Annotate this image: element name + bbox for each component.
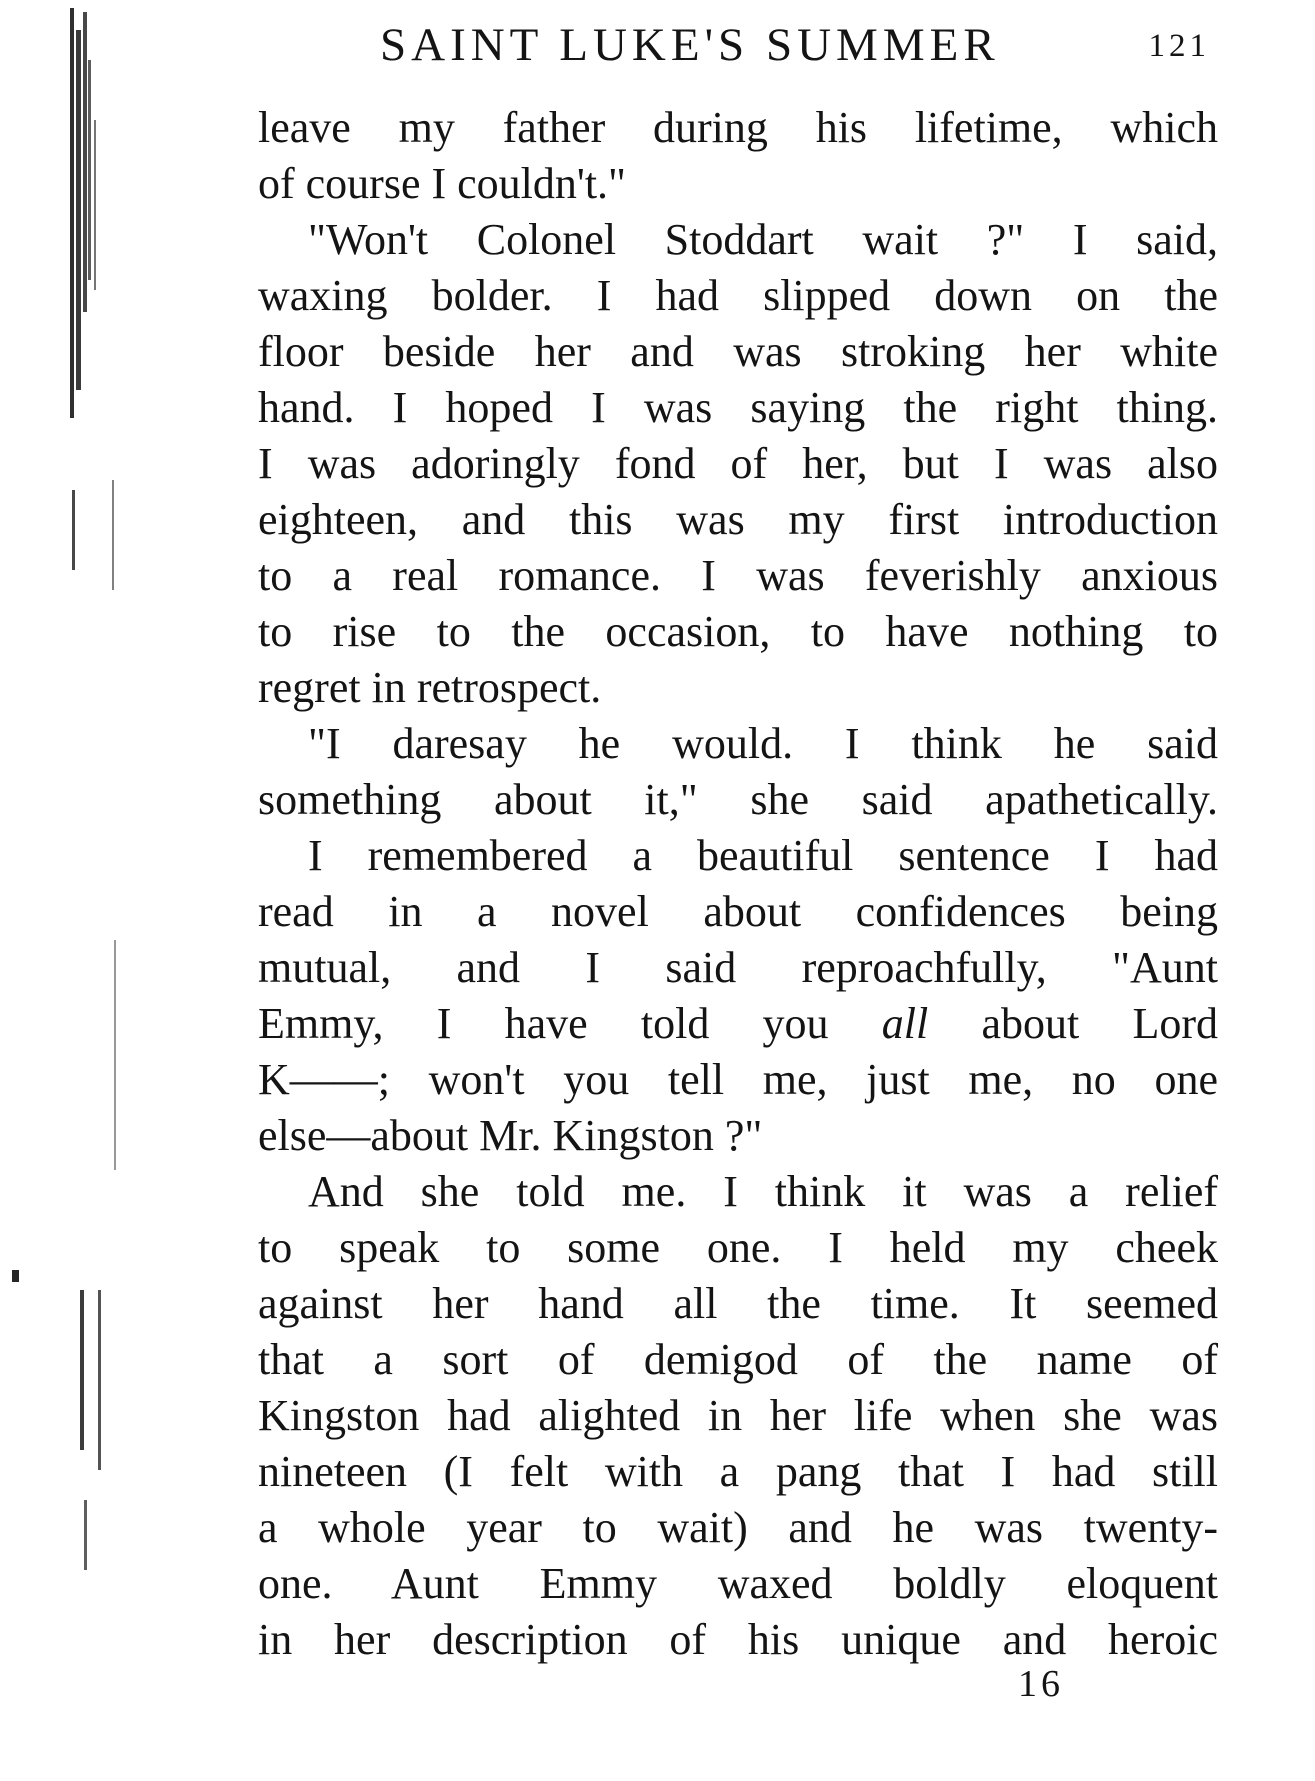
text-line: nineteen (I felt with a pang that I had still — [258, 1447, 1218, 1496]
text-line: a whole year to wait) and he was twenty- — [258, 1503, 1218, 1552]
text-line: in her description of his unique and heroic — [258, 1615, 1218, 1664]
binding-gutter-marks — [0, 0, 140, 1781]
text-line: else—about Mr. Kingston ?" — [258, 1111, 763, 1160]
text-line: read in a novel about confidences being — [258, 887, 1218, 936]
text-line: waxing bolder. I had slipped down on the — [258, 271, 1218, 320]
text-line: against her hand all the time. It seemed — [258, 1279, 1218, 1328]
text-line: I was adoringly fond of her, but I was also — [258, 439, 1218, 488]
signature-mark: 16 — [1018, 1663, 1064, 1705]
italic-word: all — [881, 999, 929, 1048]
text-line-with-italic — [258, 996, 1218, 1052]
page-header — [380, 18, 1210, 78]
text-line: of course I couldn't." — [258, 159, 627, 208]
text-line: K——; won't you tell me, just me, no one — [258, 1055, 1218, 1104]
text-line: mutual, and I said reproachfully, "Aunt — [258, 943, 1218, 992]
text-line: to a real romance. I was feverishly anxious — [258, 551, 1218, 600]
text-line: something about it," she said apathetically. — [258, 775, 1218, 824]
text-line: I remembered a beautiful sentence I had — [308, 831, 1218, 880]
body-text — [258, 100, 1218, 1668]
text-line: regret in retrospect. — [258, 663, 602, 712]
text-segment: Emmy, I have told you — [258, 999, 829, 1048]
text-line: "I daresay he would. I think he said — [308, 719, 1218, 768]
page-number: 121 — [1148, 28, 1210, 64]
text-line: Kingston had alighted in her life when she was — [258, 1391, 1218, 1440]
text-line: leave my father during his lifetime, which — [258, 103, 1218, 152]
text-line: "Won't Colonel Stoddart wait ?" I said, — [308, 215, 1218, 264]
text-line: to rise to the occasion, to have nothing to — [258, 607, 1218, 656]
text-line: And she told me. I think it was a relief — [308, 1167, 1218, 1216]
text-line: eighteen, and this was my first introduction — [258, 495, 1218, 544]
text-line: that a sort of demigod of the name of — [258, 1335, 1218, 1384]
text-line: one. Aunt Emmy waxed boldly eloquent — [258, 1559, 1218, 1608]
running-title: SAINT LUKE'S SUMMER — [380, 19, 1000, 71]
text-line: to speak to some one. I held my cheek — [258, 1223, 1218, 1272]
text-line: floor beside her and was stroking her white — [258, 327, 1218, 376]
text-line: hand. I hoped I was saying the right thing. — [258, 383, 1218, 432]
text-segment: about Lord — [981, 999, 1218, 1048]
